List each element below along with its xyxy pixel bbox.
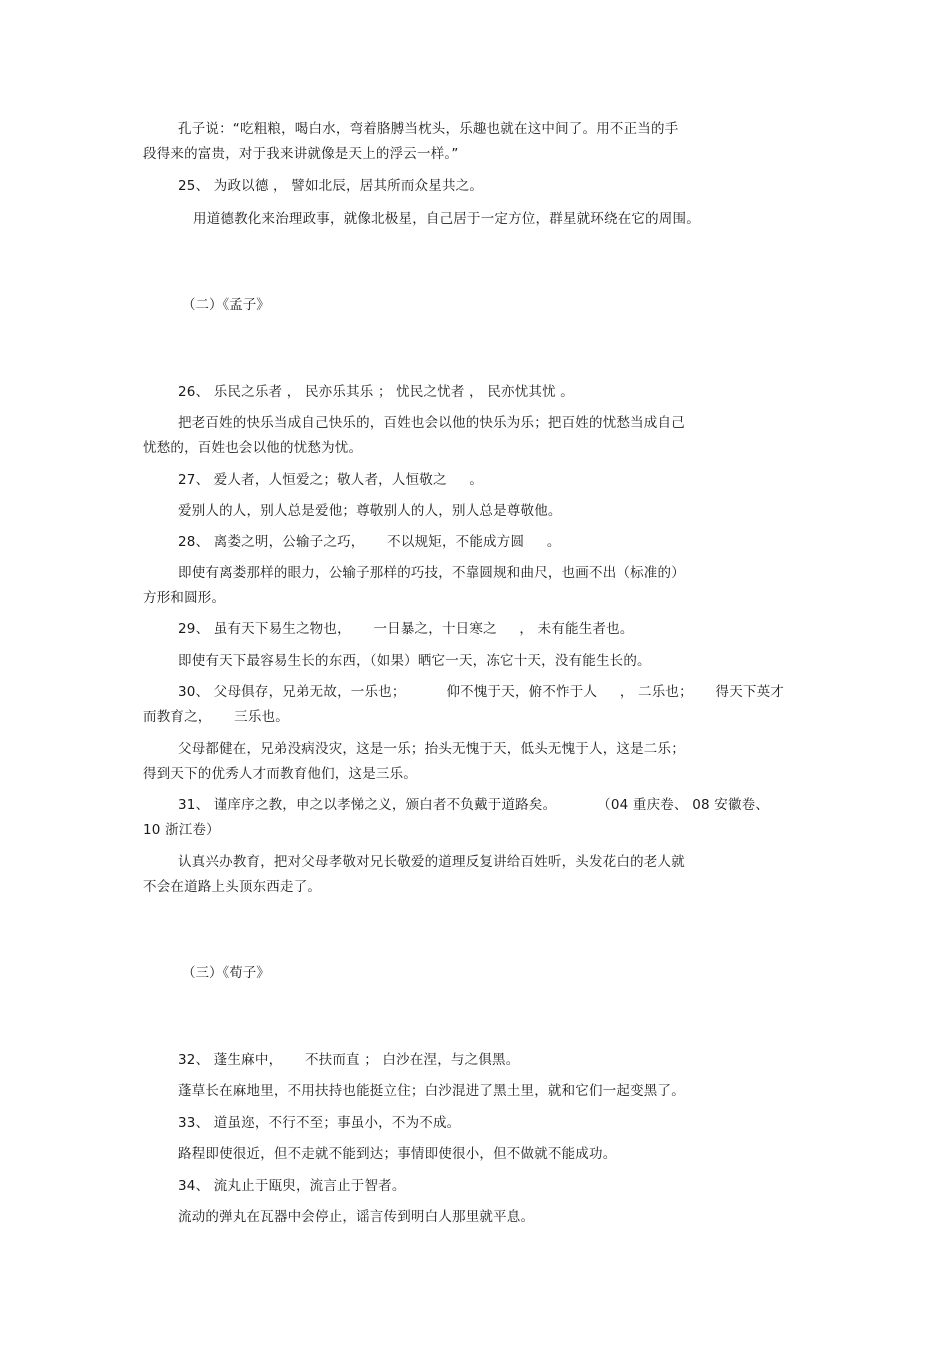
text-line: 不会在道路上头顶东西走了。 [143, 879, 322, 895]
text-line: 25、 为政以德 ， 譬如北辰，居其所而众星共之。 [178, 178, 484, 194]
text-line: 34、 流丸止于瓯臾，流言止于智者。 [178, 1178, 406, 1194]
text-line: 33、 道虽迩，不行不至；事虽小，不为不成。 [178, 1115, 461, 1131]
text-line: 用道德教化来治理政事，就像北极星，自己居于一定方位，群星就环绕在它的周围。 [193, 211, 700, 227]
text-line: 即使有离娄那样的眼力，公输子那样的巧技，不靠圆规和曲尺，也画不出（标准的） [178, 565, 685, 581]
text-line: 得到天下的优秀人才而教育他们，这是三乐。 [143, 766, 417, 782]
text-line: 方形和圆形。 [143, 590, 226, 606]
text-line: 流动的弹丸在瓦器中会停止，谣言传到明白人那里就平息。 [178, 1209, 535, 1225]
text-line: 父母都健在，兄弟没病没灾，这是一乐；抬头无愧于天，低头无愧于人，这是二乐； [178, 741, 685, 757]
text-line: 29、 虽有天下易生之物也， 一日暴之，十日寒之 ， 未有能生者也。 [178, 621, 634, 637]
text-line: 28、 离娄之明，公输子之巧， 不以规矩，不能成方圆 。 [178, 534, 561, 550]
text-line: 忧愁的，百姓也会以他的忧愁为忧。 [143, 440, 363, 456]
text-line: 孔子说：“吃粗粮，喝白水，弯着胳膊当枕头，乐趣也就在这中间了。用不正当的手 [178, 121, 679, 137]
text-line: 蓬草长在麻地里，不用扶持也能挺立住；白沙混进了黑土里，就和它们一起变黑了。 [178, 1083, 685, 1099]
text-line: 段得来的富贵，对于我来讲就像是天上的浮云一样。” [143, 146, 459, 162]
text-line: 爱别人的人，别人总是爱他；尊敬别人的人，别人总是尊敬他。 [178, 503, 562, 519]
text-line: 路程即使很近，但不走就不能到达；事情即使很小，但不做就不能成功。 [178, 1146, 617, 1162]
text-line: 而教育之， 三乐也。 [143, 709, 289, 725]
text-line: 27、 爱人者，人恒爱之；敬人者，人恒敬之 。 [178, 472, 484, 488]
text-line: 26、 乐民之乐者 ， 民亦乐其乐 ； 忧民之忧者 ， 民亦忧其忧 。 [178, 384, 575, 400]
section-heading: （三）《荀子》 [182, 965, 270, 981]
text-line: 10 浙江卷） [143, 822, 220, 838]
text-line: 31、 谨庠序之教，申之以孝悌之义，颁白者不负戴于道路矣。 （04 重庆卷、 08 安徽卷、 [178, 797, 770, 813]
text-line: 即使有天下最容易生长的东西，（如果）晒它一天，冻它十天，没有能生长的。 [178, 653, 651, 669]
text-line: 把老百姓的快乐当成自己快乐的，百姓也会以他的快乐为乐；把百姓的忧愁当成自己 [178, 415, 685, 431]
section-heading: （二）《孟子》 [182, 297, 270, 313]
text-line: 认真兴办教育，把对父母孝敬对兄长敬爱的道理反复讲给百姓听，头发花白的老人就 [178, 854, 685, 870]
text-line: 32、 蓬生麻中， 不扶而直 ； 白沙在涅，与之俱黑。 [178, 1052, 520, 1068]
text-line: 30、 父母俱存，兄弟无故，一乐也； 仰不愧于天，俯不怍于人 ， 二乐也； 得天下英才 [178, 684, 784, 700]
